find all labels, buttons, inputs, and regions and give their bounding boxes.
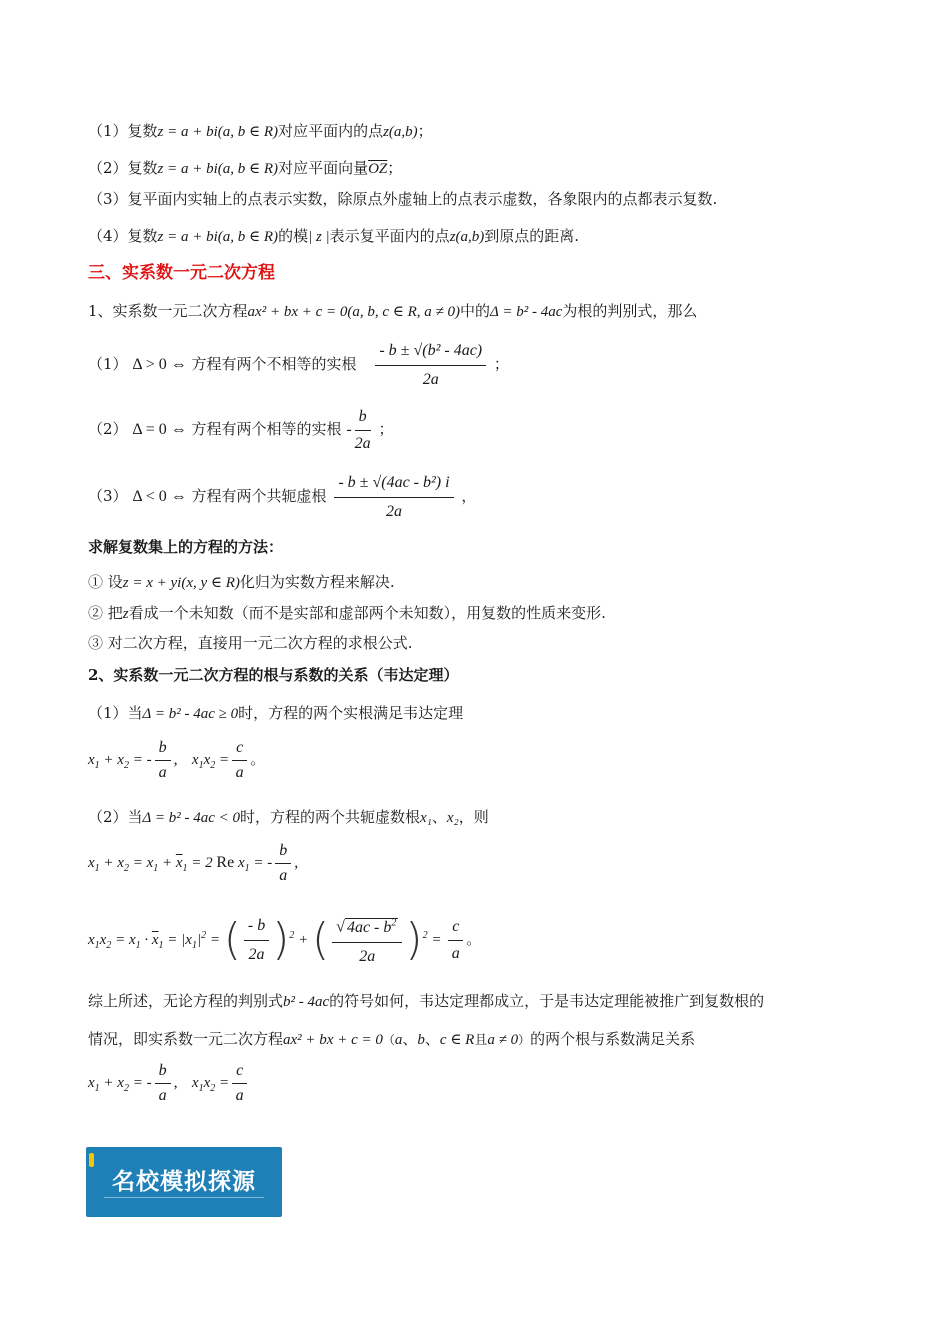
root-formula-fraction (375, 339, 486, 392)
root-x1: x₁ (420, 810, 432, 826)
summary-line-1: 综上所述，无论方程的判别式b² - 4ac的符号如何，韦达定理都成立，于是韦达定理能被推广到复数根的 (88, 992, 765, 1010)
complex-root-fraction (334, 471, 453, 524)
math-point: z(a,b) (449, 229, 485, 245)
paragraph-1: 1、实系数一元二次方程ax² + bx + c = 0(a, b, c ∈ R, a ≠ 0)中的Δ = b² - 4ac为根的判别式，那么 (88, 302, 698, 320)
prop-3: （3）复平面内实轴上的点表示实数，除原点外虚轴上的点表示虚数，各象限内的点都表示复数. (88, 190, 718, 208)
case-1: （1） Δ > 0 ⇔ 方程有两个不相等的实根 $\frac{\text{- b ± √(b² - 4ac)}}{2a}$ ； (88, 336, 509, 393)
fraction-numerator: - b ± √(b² - 4ac) (375, 339, 486, 366)
vieta-formula-1: $x_1 + x_2$ = - $\frac{b}{a}$ , $x_1x_2$ = $\frac{c}{a}$ 。 (88, 738, 266, 781)
banner-title: 名校模拟探源 (112, 1169, 256, 1195)
summary-line-2: 情况，即实系数一元二次方程ax² + bx + c = 0（a、b、c ∈ R且a ≠ 0）的两个根与系数满足关系 (88, 1030, 696, 1048)
math-disc-neg: Δ = b² - 4ac < 0 (142, 810, 240, 826)
method-2: ② 把z看成一个未知数（而不是实部和虚部两个未知数），用复数的性质来变形. (88, 604, 606, 622)
prop-2: （2）复数z = a + bi(a, b ∈ R)对应平面向量$\overline{OZ}$； (88, 159, 403, 177)
method-title: 求解复数集上的方程的方法： (88, 538, 284, 556)
math-condition: Δ = 0 ⇔ (132, 421, 187, 438)
method-1: ① 设z = x + yi(x, y ∈ R)化归为实数方程来解决. (88, 573, 395, 591)
math-z-def: z = a + bi(a, b ∈ R) (157, 229, 279, 245)
vieta-formula-final: $x_1 + x_2$ = - $\frac{b}{a}$ , $x_1x_2$ = $\frac{c}{a}$ (88, 1058, 250, 1113)
vieta-title: 2、实系数一元二次方程的根与系数的关系（韦达定理） (88, 666, 459, 684)
math-discriminant: Δ = b² - 4ac (490, 304, 563, 320)
math-z-xy: z = x + yi(x, y ∈ R) (122, 575, 240, 591)
case-2: （2） Δ = 0 ⇔ 方程有两个相等的实根 - $\frac{b}{2a}$ ； (88, 404, 393, 455)
math-disc-nonneg: Δ = b² - 4ac ≥ 0 (142, 706, 239, 722)
math-z-def: z = a + bi(a, b ∈ R) (157, 124, 279, 140)
fraction-denominator: 2a (354, 434, 371, 452)
double-root-fraction (355, 406, 371, 455)
math-z: z (122, 606, 129, 622)
fraction-numerator: b (355, 406, 371, 431)
method-3: ③ 对二次方程，直接用一元二次方程的求根公式. (88, 634, 413, 652)
math-vector-oz: $\overline{OZ}$ (368, 161, 388, 177)
prop-4: （4）复数z = a + bi(a, b ∈ R)的模| z |表示复平面内的点z(a,b)到原点的距离. (88, 227, 580, 245)
math-z-def: z = a + bi(a, b ∈ R) (157, 161, 279, 177)
minus-sign: - (346, 421, 352, 438)
fraction-numerator: - b ± √(4ac - b²) i (334, 471, 453, 498)
math-condition: Δ < 0 ⇔ (132, 488, 187, 505)
vieta-product-formula: $x_1x_2 = x_1 \cdot \overline{x}_1 = |x_1|^2$ = ( $\frac{- b}{2a}$ )$^2$ + ( $\frac{√ 4ac - b^2}{2a}$ )$^2$ = $\frac{c}{a}$ 。 (88, 900, 481, 982)
math-condition: Δ > 0 ⇔ (132, 356, 187, 373)
vieta-case-1: （1）当Δ = b² - 4ac ≥ 0时，方程的两个实根满足韦达定理 (88, 704, 464, 722)
fraction-denominator: 2a (422, 370, 439, 388)
section-banner (86, 1147, 282, 1217)
math-quadratic: ax² + bx + c = 0(a, b, c ∈ R, a ≠ 0) (247, 304, 461, 320)
math-quadratic: ax² + bx + c = 0 (283, 1032, 383, 1048)
math-modulus: | z | (308, 229, 330, 245)
section-title: 三、实系数一元二次方程 (88, 263, 275, 283)
vieta-case-2: （2）当Δ = b² - 4ac < 0时，方程的两个共轭虚数根x₁、x₂，则 (88, 808, 489, 826)
case-3: （3） Δ < 0 ⇔ 方程有两个共轭虚根 $\frac{\text{- b ± √(4ac - b²) i}}{2a}$ ， (88, 468, 476, 525)
math-point: z(a,b) (383, 124, 418, 140)
prop-1: （1）复数z = a + bi(a, b ∈ R)对应平面内的点z(a,b)； (88, 122, 433, 140)
vieta-sum-formula: $x_1 + x_2 = x_1 + \overline{x}_1 = 2$ Re $x_1$ = - $\frac{b}{a}$ , (88, 841, 299, 884)
fraction-denominator: 2a (385, 502, 402, 520)
math-discriminant-expr: b² - 4ac (283, 994, 330, 1010)
root-x2: x₂ (446, 810, 459, 826)
